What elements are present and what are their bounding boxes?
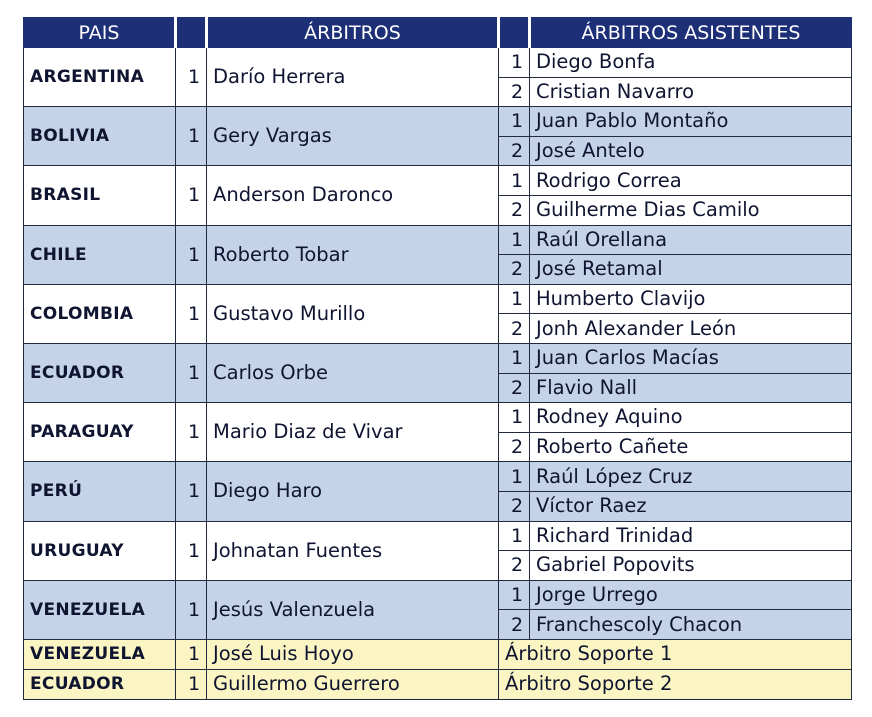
assistant-name-cell: Víctor Raez xyxy=(530,491,852,521)
table-row xyxy=(24,521,852,551)
assistant-number-cell: 1 xyxy=(499,225,530,255)
referee-name-cell: Mario Diaz de Vivar xyxy=(207,403,499,462)
country-cell: URUGUAY xyxy=(24,521,176,580)
header-pais: PAIS xyxy=(24,18,176,48)
assistant-name-cell: Humberto Clavijo xyxy=(530,284,852,314)
assistant-number-cell: 1 xyxy=(499,521,530,551)
assistant-name-cell: Jonh Alexander León xyxy=(530,314,852,344)
assistant-number-cell: 2 xyxy=(499,255,530,285)
header-row xyxy=(24,18,852,48)
country-cell: PERÚ xyxy=(24,462,176,521)
support-role-cell: Árbitro Soporte 2 xyxy=(499,669,852,699)
referee-name-cell: José Luis Hoyo xyxy=(207,639,499,669)
referee-count-cell: 1 xyxy=(176,580,207,639)
assistant-name-cell: Rodney Aquino xyxy=(530,403,852,433)
referee-count-cell: 1 xyxy=(176,639,207,669)
table-row xyxy=(24,284,852,314)
assistant-number-cell: 1 xyxy=(499,462,530,492)
country-cell: BOLIVIA xyxy=(24,107,176,166)
referee-count-cell: 1 xyxy=(176,669,207,699)
assistant-name-cell: Gabriel Popovits xyxy=(530,551,852,581)
table-row xyxy=(24,225,852,255)
table-row xyxy=(24,462,852,492)
assistant-number-cell: 1 xyxy=(499,580,530,610)
assistant-number-cell: 2 xyxy=(499,373,530,403)
country-cell: BRASIL xyxy=(24,166,176,225)
country-cell: ECUADOR xyxy=(24,343,176,402)
table-row xyxy=(24,403,852,433)
assistant-number-cell: 1 xyxy=(499,107,530,137)
assistant-name-cell: Franchescoly Chacon xyxy=(530,610,852,640)
assistant-name-cell: Juan Pablo Montaño xyxy=(530,107,852,137)
referee-count-cell: 1 xyxy=(176,48,207,107)
assistant-name-cell: Guilherme Dias Camilo xyxy=(530,195,852,225)
assistant-number-cell: 1 xyxy=(499,403,530,433)
referees-table xyxy=(23,17,852,700)
assistant-number-cell: 1 xyxy=(499,284,530,314)
assistant-number-cell: 2 xyxy=(499,551,530,581)
table-row xyxy=(24,580,852,610)
referee-name-cell: Gustavo Murillo xyxy=(207,284,499,343)
referee-count-cell: 1 xyxy=(176,343,207,402)
assistant-number-cell: 1 xyxy=(499,48,530,78)
assistant-name-cell: Richard Trinidad xyxy=(530,521,852,551)
support-row xyxy=(24,639,852,669)
assistant-number-cell: 2 xyxy=(499,314,530,344)
referee-name-cell: Roberto Tobar xyxy=(207,225,499,284)
country-cell: ARGENTINA xyxy=(24,48,176,107)
referee-name-cell: Guillermo Guerrero xyxy=(207,669,499,699)
assistant-number-cell: 2 xyxy=(499,432,530,462)
referee-count-cell: 1 xyxy=(176,166,207,225)
country-cell: COLOMBIA xyxy=(24,284,176,343)
country-cell: PARAGUAY xyxy=(24,403,176,462)
referee-name-cell: Johnatan Fuentes xyxy=(207,521,499,580)
referee-name-cell: Gery Vargas xyxy=(207,107,499,166)
assistant-name-cell: Flavio Nall xyxy=(530,373,852,403)
assistant-name-cell: Raúl Orellana xyxy=(530,225,852,255)
referee-name-cell: Carlos Orbe xyxy=(207,343,499,402)
assistant-name-cell: Cristian Navarro xyxy=(530,77,852,107)
support-row xyxy=(24,669,852,699)
referee-count-cell: 1 xyxy=(176,403,207,462)
assistant-number-cell: 1 xyxy=(499,343,530,373)
referee-name-cell: Anderson Daronco xyxy=(207,166,499,225)
table-row xyxy=(24,48,852,78)
referee-count-cell: 1 xyxy=(176,521,207,580)
assistant-number-cell: 1 xyxy=(499,166,530,196)
assistant-name-cell: Roberto Cañete xyxy=(530,432,852,462)
table-row xyxy=(24,343,852,373)
referee-count-cell: 1 xyxy=(176,284,207,343)
assistant-name-cell: Jorge Urrego xyxy=(530,580,852,610)
assistant-name-cell: José Retamal xyxy=(530,255,852,285)
table-row xyxy=(24,107,852,137)
assistant-number-cell: 2 xyxy=(499,610,530,640)
header-arbitros: ÁRBITROS xyxy=(207,18,499,48)
assistant-number-cell: 2 xyxy=(499,491,530,521)
country-cell: VENEZUELA xyxy=(24,580,176,639)
referee-count-cell: 1 xyxy=(176,107,207,166)
header-blank-1 xyxy=(176,18,207,48)
assistant-number-cell: 2 xyxy=(499,195,530,225)
table-body xyxy=(24,48,852,700)
referee-count-cell: 1 xyxy=(176,225,207,284)
table-row xyxy=(24,166,852,196)
assistant-name-cell: Diego Bonfa xyxy=(530,48,852,78)
country-cell: VENEZUELA xyxy=(24,639,176,669)
assistant-name-cell: Rodrigo Correa xyxy=(530,166,852,196)
assistant-number-cell: 2 xyxy=(499,77,530,107)
assistant-name-cell: Juan Carlos Macías xyxy=(530,343,852,373)
header-blank-2 xyxy=(499,18,530,48)
country-cell: ECUADOR xyxy=(24,669,176,699)
referee-name-cell: Darío Herrera xyxy=(207,48,499,107)
referee-name-cell: Diego Haro xyxy=(207,462,499,521)
assistant-number-cell: 2 xyxy=(499,136,530,166)
support-role-cell: Árbitro Soporte 1 xyxy=(499,639,852,669)
referee-name-cell: Jesús Valenzuela xyxy=(207,580,499,639)
assistant-name-cell: José Antelo xyxy=(530,136,852,166)
assistant-name-cell: Raúl López Cruz xyxy=(530,462,852,492)
referee-count-cell: 1 xyxy=(176,462,207,521)
country-cell: CHILE xyxy=(24,225,176,284)
header-asistentes: ÁRBITROS ASISTENTES xyxy=(530,18,852,48)
